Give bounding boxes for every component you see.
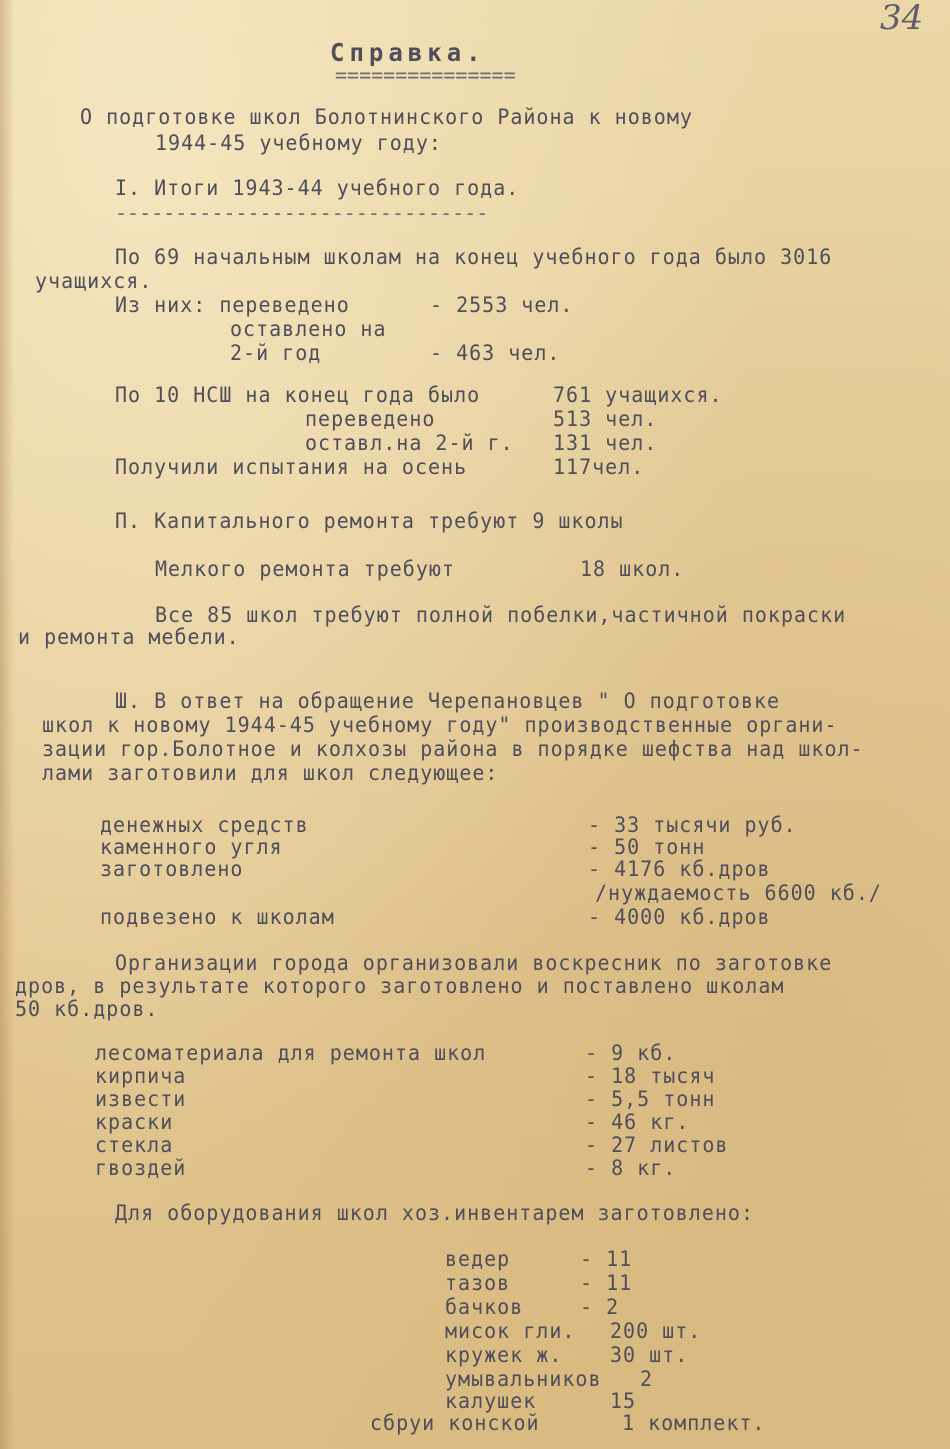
- list-item-value: 200 шт.: [610, 1318, 702, 1344]
- section-2-minor-repair-value: 18 школ.: [580, 556, 685, 582]
- list-item-label: калушек: [445, 1388, 537, 1414]
- subject-line-1: О подготовке школ Болотнинского Района к новому: [80, 104, 693, 130]
- inventory-intro: Для оборудования школ хоз.инвентарем заготовлено:: [115, 1200, 755, 1226]
- list-item-value: - 46 кг.: [585, 1109, 690, 1135]
- section-1-paragraph-line-1: По 69 начальным школам на конец учебного года было 3016: [115, 244, 833, 270]
- section-2-minor-repair-label: Мелкого ремонта требуют: [155, 556, 455, 582]
- list-item-label: гвоздей: [95, 1155, 187, 1181]
- list-item-label: мисок гли.: [445, 1318, 576, 1344]
- list-item-label: каменного угля: [100, 834, 283, 860]
- nsh-transferred-value: 513 чел.: [553, 406, 658, 432]
- list-item-value: - 9 кб.: [585, 1040, 677, 1066]
- list-item-value: - 4176 кб.дров: [588, 856, 771, 882]
- list-item-value: - 50 тонн: [588, 834, 706, 860]
- list-item-value: - 33 тысячи руб.: [588, 812, 797, 838]
- list-item-label: умывальников: [445, 1366, 602, 1392]
- list-item-label: подвезено к школам: [100, 904, 335, 930]
- list-item-value: - 8 кг.: [585, 1155, 677, 1181]
- voskresnik-line-2: дров, в результате которого заготовлено и поставлено школам: [15, 973, 785, 999]
- nsh-retained-label: оставл.на 2-й г.: [305, 430, 514, 456]
- row-second-year-label: 2-й год: [230, 340, 322, 366]
- autumn-exams-label: Получили испытания на осень: [115, 454, 468, 480]
- list-item-value: - 18 тысяч: [585, 1063, 716, 1089]
- nsh-total-label: По 10 НСШ на конец года было: [115, 382, 481, 408]
- list-item-label: ведер: [445, 1246, 511, 1272]
- list-item-label: кружек ж.: [445, 1342, 563, 1368]
- section-2-paragraph-line-2: и ремонта мебели.: [18, 624, 240, 650]
- section-2-capital-repair: П. Капитального ремонта требуют 9 школы: [115, 508, 624, 534]
- section-2-paragraph-line-1: Все 85 школ требуют полной побелки,частичной покраски: [155, 602, 847, 628]
- nsh-transferred-label: переведено: [305, 406, 436, 432]
- list-item-label: сбруи конской: [370, 1410, 540, 1436]
- nsh-total-value: 761 учащихся.: [553, 382, 723, 408]
- list-item-value: - 11: [580, 1270, 633, 1296]
- section-3-paragraph-line-4: лами заготовили для школ следующее:: [42, 760, 499, 786]
- row-transferred-label: Из них: переведено: [115, 292, 350, 318]
- list-item-value: - 27 листов: [585, 1132, 729, 1158]
- page-edge-shadow: [0, 0, 14, 1449]
- list-item-label: тазов: [445, 1270, 511, 1296]
- list-item-value: 2: [640, 1366, 654, 1392]
- subject-line-2: 1944-45 учебному году:: [155, 130, 442, 156]
- section-1-heading: I. Итоги 1943-44 учебного года.: [115, 175, 520, 201]
- list-item-value: 1 комплект.: [622, 1410, 766, 1436]
- list-item-value: - 2: [580, 1294, 620, 1320]
- section-3-paragraph-line-3: зации гор.Болотное и колхозы района в порядке шефства над школ-: [42, 736, 864, 762]
- list-item-label: извести: [95, 1086, 187, 1112]
- autumn-exams-value: 117чел.: [553, 454, 645, 480]
- section-1-paragraph-line-2: учащихся.: [35, 268, 153, 294]
- list-item-label: лесоматериала для ремонта школ: [95, 1040, 487, 1066]
- voskresnik-line-1: Организации города организовали воскресник по заготовке: [115, 950, 833, 976]
- section-1-underline: -------------------------------: [115, 200, 489, 226]
- row-second-year-value: - 463 чел.: [430, 340, 561, 366]
- section-3-paragraph-line-2: школ к новому 1944-45 учебному году" производственные органи-: [42, 712, 838, 738]
- list-item-label: бачков: [445, 1294, 524, 1320]
- list-item-value: - 5,5 тонн: [585, 1086, 716, 1112]
- section-3-paragraph-line-1: Ш. В ответ на обращение Черепановцев " О подготовке: [115, 688, 781, 714]
- list-item-value: - 11: [580, 1246, 633, 1272]
- list-item-label: краски: [95, 1109, 174, 1135]
- list-item-label: стекла: [95, 1132, 174, 1158]
- list-item-value: 30 шт.: [610, 1342, 689, 1368]
- list-item-label: заготовлено: [100, 856, 244, 882]
- nsh-retained-value: 131 чел.: [553, 430, 658, 456]
- folio-number: 34: [880, 0, 924, 38]
- document-title: Справка.: [330, 37, 486, 68]
- list-item-value: /нуждаемость 6600 кб./: [595, 880, 882, 906]
- list-item-label: денежных средств: [100, 812, 309, 838]
- title-underline: ===============: [335, 62, 516, 88]
- voskresnik-line-3: 50 кб.дров.: [15, 996, 159, 1022]
- list-item-value: 15: [610, 1388, 637, 1414]
- list-item-value: - 4000 кб.дров: [588, 904, 771, 930]
- row-retained-label: оставлено на: [230, 316, 387, 342]
- row-transferred-value: - 2553 чел.: [430, 292, 574, 318]
- list-item-label: кирпича: [95, 1063, 187, 1089]
